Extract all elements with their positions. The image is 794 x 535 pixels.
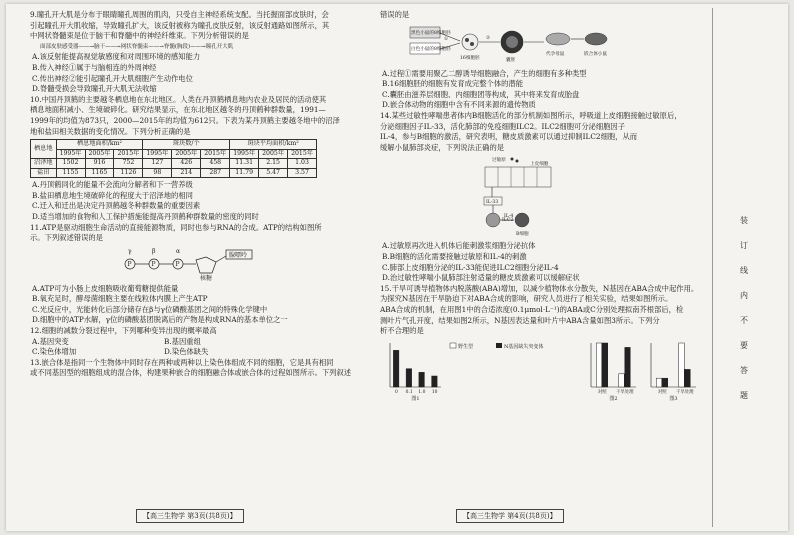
table-cell: 盐田 (31, 168, 57, 178)
phosphate-label: P (175, 260, 180, 268)
q14-line: 缓解小鼠肺部炎症，下列说法正确的是 (380, 142, 505, 152)
q13-option-b: B.16细胞胚的细胞有发育成完整个体的潜能 (382, 79, 524, 89)
q10-line: 1999年的均值为873只，2000—2015年的均值为612只。下表为某丹顶鹤主要越冬地中的沼泽 (30, 115, 340, 125)
step-2-label: ② (486, 35, 491, 41)
left-page (30, 10, 360, 379)
chart-caption: 图2 (609, 395, 618, 401)
epithelium-label: 上皮细胞 (530, 162, 549, 168)
x-tick-label: 0.1 (405, 389, 413, 395)
q15-line: ABA合成的机制，在用图1中的合适浓度(0.1μmol·L⁻¹)的ABA或C分别处理拟南芥根部后，检 (380, 304, 684, 314)
table-cell: 1126 (114, 168, 143, 178)
x-tick-label: 对照 (597, 389, 607, 395)
q10-option-b: B.盐田栖息地生境破碎化的程度大于沼泽地的相同 (32, 190, 193, 200)
q14-option-b: B.B细胞的活化需要接触过敏原和IL-4的刺激 (382, 251, 527, 261)
q10-option-c: C.迁入和迁出是决定丹顶鹤越冬种群数量的重要因素 (32, 201, 201, 211)
atp-alpha-label: α (176, 247, 181, 255)
chart-bar (602, 343, 608, 387)
q13-line: 13.嵌合体是指同一个生物体中同时存在两种或两种以上染色体组成不同的细胞，它是具有相同 (30, 357, 334, 367)
q15-charts (380, 339, 708, 401)
figure-3-chart (641, 339, 699, 401)
q14-option-c: C.肺部上皮细胞分泌的IL-33能促进ILC2细胞分泌IL-4 (382, 262, 559, 272)
q9-reflex-path: 面部皮肤感受器——→脑干——→网状脊髓束——→脊髓(胸段)——→瞳孔开大肌 (40, 43, 234, 50)
chart-caption: 图1 (411, 395, 420, 401)
q11-option-a: A.ATP可为小肠上皮细胞吸收葡萄糖提供能量 (32, 283, 179, 293)
il4-label: IL-4 (504, 214, 514, 220)
phosphate-label: P (151, 260, 156, 268)
q13-continued: 错误的是 (380, 10, 410, 19)
margin-char: 线 (740, 266, 748, 275)
chimera-process-diagram (380, 23, 708, 67)
margin-char: 订 (740, 241, 748, 250)
q15-line: 15.干旱可诱导植物体内脱落酸(ABA)增加，以减少植物体水分散失，N基因在ABA合成中起作用。 (380, 283, 699, 293)
x-tick-label: 干旱处理 (615, 389, 634, 395)
q11-line: 示。下列叙述错误的是 (30, 233, 103, 243)
q15-line: 析不合理的是 (380, 326, 424, 336)
chart-legend (446, 339, 578, 353)
q13-option-a: A.过程①需要用聚乙二醇诱导细胞融合，产生的细胞有多种类型 (382, 68, 587, 78)
il33-label: IL-33 (486, 200, 499, 206)
legend-wildtype: 野生型 (458, 343, 474, 350)
table-cell: 458 (201, 159, 230, 169)
table-cell: 1155 (56, 168, 85, 178)
q13-option-d: D.嵌合体动物的细胞中含有不同来源的遗传物质 (382, 100, 536, 110)
table-subheader: 2015年 (114, 149, 143, 159)
table-cell: 2.15 (259, 159, 288, 169)
q11-option-c: C.光反应中，光能转化后部分储存在β与γ位磷酸基团之间的特殊化学键中 (32, 304, 268, 314)
chart-bar (685, 369, 691, 387)
atp-gamma-label: γ (128, 247, 132, 255)
q14-option-a: A.过敏原再次进入机体后能刺激浆细胞分泌抗体 (382, 241, 536, 251)
x-tick-label: 对照 (657, 389, 667, 395)
table-cell: 5.47 (259, 168, 288, 178)
margin-char: 答 (740, 366, 748, 375)
q15-line: 测叶片气孔开度，结果如图2所示，N基因表达量和叶片中ABA含量如图3所示。下列分 (380, 315, 660, 325)
table-header: 斑块平均面积/km² (230, 140, 317, 150)
white-embryo-label: 白色小鼠的8细胞胚 (411, 46, 451, 52)
allergen-label: 过敏原 (492, 158, 506, 164)
margin-char: 要 (740, 341, 748, 350)
q11-line: 11.ATP是驱动细胞生命活动的直接能源物质，同时也参与RNA的合成。ATP的结构如图所 (30, 222, 322, 232)
table-cell: 11.31 (230, 159, 259, 169)
q14-line: 分泌细胞因子IL-33，活化肺部的免疫细胞ILC2。ILC2细胞可分泌细胞因子 (380, 121, 626, 131)
table-subheader: 2005年 (85, 149, 114, 159)
table-cell: 1.03 (288, 159, 317, 169)
atp-beta-label: β (152, 247, 156, 255)
q9-line: 中网状脊髓束是位于脑干和脊髓中的神经纤维束。下列分析错误的是 (30, 31, 249, 41)
figure-1-chart (380, 339, 444, 401)
q10-line: 地和盐田相关数据的变化情况。下列分析正确的是 (30, 126, 191, 136)
q9-option-d: D.脊髓受损会导致瞳孔开大肌无法收缩 (32, 84, 157, 94)
blastocyst-label: 囊胚 (506, 57, 516, 63)
table-cell: 11.79 (230, 168, 259, 178)
step-1-label: ① (444, 36, 449, 42)
16-cell-label: 16细胞胚 (460, 55, 480, 61)
table-subheader: 1995年 (56, 149, 85, 159)
table-subheader: 2015年 (201, 149, 230, 159)
adenine-label: 腺嘌呤 (229, 251, 248, 259)
margin-char: 不 (740, 316, 748, 325)
figure-2-chart (581, 339, 639, 401)
habitat-table (30, 139, 317, 178)
x-tick-label: 0 (394, 389, 398, 395)
chart-bar (406, 368, 412, 386)
right-page (380, 10, 708, 401)
table-cell: 214 (172, 168, 201, 178)
legend-mutant: N基因缺失突变体 (504, 343, 544, 350)
x-tick-label: 干旱处理 (675, 389, 694, 395)
table-subheader: 1995年 (230, 149, 259, 159)
q12-line: 12.细胞的减数分裂过程中，下列哪种变异出现的概率最高 (30, 326, 217, 336)
table-subheader: 2005年 (172, 149, 201, 159)
legend-swatch-wildtype (450, 343, 456, 348)
phosphate-label: P (127, 260, 132, 268)
chart-bar (662, 378, 668, 387)
black-embryo-label: 黑色小鼠的8细胞胚 (411, 30, 451, 36)
chart-bar (419, 372, 425, 387)
q12-option-b: B.基因重组 (164, 336, 201, 346)
table-subheader: 2005年 (259, 149, 288, 159)
b-cell-label: B细胞 (516, 232, 529, 238)
margin-char: 题 (740, 391, 748, 400)
table-cell: 3.57 (288, 168, 317, 178)
q11-option-d: D.细胞中的ATP水解，γ位的磷酸基团脱离后的产物是构成RNA的基本单位之一 (32, 315, 288, 325)
table-header: 栖息地面积/km² (56, 140, 143, 150)
q9-option-c: C.传出神经②能引起瞳孔开大肌细胞产生动作电位 (32, 73, 193, 83)
chart-bar (618, 373, 624, 386)
table-header: 栖息地 (31, 140, 57, 159)
q13-option-c: C.囊胚由滋养层细胞、内细胞团等构成，其中将来发育成胎盘 (382, 89, 580, 99)
q12-option-d: D.染色体缺失 (164, 347, 209, 357)
chart-bar (624, 347, 630, 387)
x-tick-label: 1.0 (418, 389, 426, 395)
right-page-footer: 【高三生物学 第4页(共8页)】 (456, 509, 564, 523)
table-cell: 916 (85, 159, 114, 169)
binding-margin (712, 8, 783, 527)
q10-option-a: A.丹顶鹤同化的能量不会流向分解者和下一营养级 (32, 180, 193, 190)
allergy-mechanism-diagram (380, 155, 708, 239)
table-subheader: 1995年 (143, 149, 172, 159)
table-cell: 98 (143, 168, 172, 178)
table-cell: 127 (143, 159, 172, 169)
q9-line: 引起瞳孔开大肌收缩，导致瞳孔扩大，该反射被称为瞳孔皮肤反射，该反射通路如图所示，其 (30, 20, 330, 30)
q12-options-row (30, 347, 290, 358)
q15-line: 为探究N基因在干旱胁迫下对ABA合成的影响，研究人员进行了相关实验，结果如图所示。 (380, 294, 673, 304)
binding-margin-text (737, 208, 751, 408)
q11-option-b: B.氧充足时，酵母菌细胞主要在线粒体内膜上产生ATP (32, 294, 208, 304)
q14-option-d: D.治过敏性哮喘小鼠肺部注射适量的糖皮质激素可以缓解症状 (382, 273, 580, 283)
table-row (31, 168, 317, 178)
q12-option-a: A.基因突变 (32, 336, 69, 346)
table-cell: 沼泽地 (31, 159, 57, 169)
x-tick-label: 10 (431, 389, 438, 395)
q10-option-d: D.适当增加的食物和人工保护措施能提高丹顶鹤种群数量的密度的同时 (32, 211, 259, 221)
table-cell: 1165 (85, 168, 114, 178)
chart-bar (656, 378, 662, 387)
chimera-mouse-label: 嵌合体小鼠 (584, 51, 607, 57)
ilc2-label: ILC2 (502, 218, 514, 224)
q9-option-b: B.传入神经①属于与脑相连的外周神经 (32, 62, 157, 72)
table-cell: 426 (172, 159, 201, 169)
chart-bar (679, 343, 685, 387)
table-header: 斑块数/个 (143, 140, 230, 150)
margin-char: 内 (740, 291, 748, 300)
chart-caption: 图3 (669, 395, 678, 401)
table-row (31, 159, 317, 169)
chart-bar (393, 350, 399, 387)
q9-option-a: A.该反射能提高视觉敏感度和对周围环境的感知能力 (32, 52, 201, 62)
atp-structure-diagram (30, 246, 360, 282)
chart-bar (432, 376, 438, 387)
table-subheader: 2015年 (288, 149, 317, 159)
table-cell: 287 (201, 168, 230, 178)
q10-line: 10.中国丹顶鹤的主要越冬栖息地在东北地区。人类在丹顶鹤栖息地内农业及居民的活动使其 (30, 94, 327, 104)
margin-char: 装 (740, 216, 748, 225)
q9-line: 9.瞳孔开大肌是分布于眼睛瞳孔周围的肌肉，只受自主神经系统支配。当托握面部皮肤时，会 (30, 10, 329, 19)
table-cell: 752 (114, 159, 143, 169)
q12-options-row (30, 337, 290, 348)
table-cell: 1502 (56, 159, 85, 169)
q14-line: 14.某些过敏性哮喘患者体内B细胞活化的部分机制如图所示，呼吸道上皮细胞接触过敏原后， (380, 110, 682, 120)
surrogate-label: 代孕母鼠 (546, 51, 565, 57)
chart-bar (596, 343, 602, 387)
left-page-footer: 【高三生物学 第3页(共8页)】 (136, 509, 244, 523)
q14-line: IL-4，参与B细胞的激活，研究表明，糖皮质激素可以通过抑制ILC2细胞，从而 (380, 132, 638, 142)
legend-swatch-mutant (496, 343, 502, 348)
q13-line: 或不同基因型的细胞组成的混合体，构建果种嵌合的细胞融合体或嵌合体的过程如图所示。下列叙述 (30, 368, 352, 378)
q10-line: 栖息地面积减小、生境破碎化。研究结果显示，在东北地区越冬的丹顶鹤种群数量，1991— (30, 105, 326, 115)
ribose-label: 核糖 (200, 274, 213, 282)
q12-option-c: C.染色体增加 (32, 347, 77, 357)
exam-sheet (6, 4, 788, 531)
